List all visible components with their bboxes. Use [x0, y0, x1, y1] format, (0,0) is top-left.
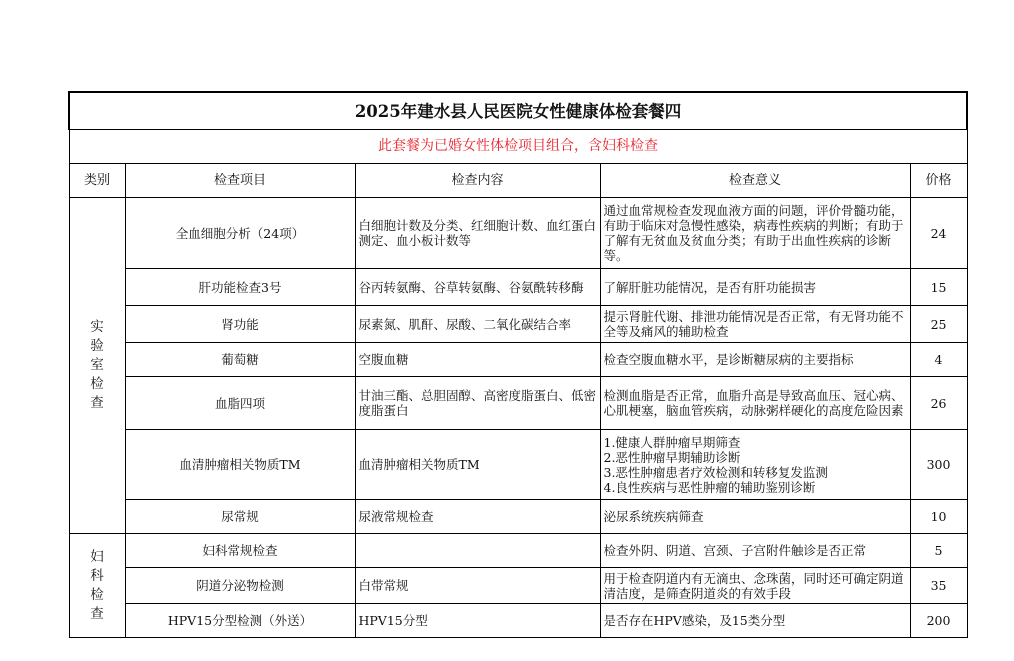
table-row: [69, 269, 967, 306]
item-cell: 血清肿瘤相关物质TM: [125, 430, 355, 500]
table-row: [69, 343, 967, 377]
table-row: [69, 534, 967, 568]
item-cell: 阴道分泌物检测: [125, 568, 355, 604]
category-gynecology: 妇 科 检 查: [69, 534, 125, 638]
header-content: 检查内容: [355, 164, 600, 198]
header-price: 价格: [910, 164, 967, 198]
table-row: [69, 430, 967, 500]
price-cell: 4: [910, 343, 967, 377]
content-cell: 白带常规: [355, 568, 600, 604]
table-row: [69, 306, 967, 343]
content-cell: HPV15分型: [355, 604, 600, 638]
header-item: 检查项目: [125, 164, 355, 198]
exam-package-table: [68, 91, 968, 638]
meaning-line: 4.良性疾病与恶性肿瘤的辅助鉴别诊断: [603, 479, 816, 495]
item-cell: 肾功能: [125, 306, 355, 343]
meaning-cell: 是否存在HPV感染，及15类分型: [600, 604, 910, 638]
content-cell: [355, 534, 600, 568]
content-cell: 谷丙转氨酶、谷草转氨酶、谷氨酰转移酶: [355, 269, 600, 306]
meaning-cell: 了解肝脏功能情况，是否有肝功能损害: [600, 269, 910, 306]
item-cell: 尿常规: [125, 500, 355, 534]
content-cell: 白细胞计数及分类、红细胞计数、血红蛋白测定、血小板计数等: [355, 198, 600, 269]
header-category: 类别: [69, 164, 125, 198]
item-cell: 妇科常规检查: [125, 534, 355, 568]
price-cell: 10: [910, 500, 967, 534]
meaning-cell: 用于检查阴道内有无滴虫、念珠菌，同时还可确定阴道清洁度，是筛查阴道炎的有效手段: [600, 568, 910, 604]
price-cell: 200: [910, 604, 967, 638]
content-cell: 甘油三酯、总胆固醇、高密度脂蛋白、低密度脂蛋白: [355, 377, 600, 430]
package-title: 2025年建水县人民医院女性健康体检套餐四: [69, 92, 967, 130]
content-cell: 尿液常规检查: [355, 500, 600, 534]
price-cell: 24: [910, 198, 967, 269]
meaning-line: 3.恶性肿瘤患者疗效检测和转移复发监测: [603, 464, 828, 480]
price-cell: 25: [910, 306, 967, 343]
package-subtitle: 此套餐为已婚女性体检项目组合，含妇科检查: [69, 130, 967, 164]
price-cell: 300: [910, 430, 967, 500]
price-cell: 5: [910, 534, 967, 568]
meaning-line: 2.恶性肿瘤早期辅助诊断: [603, 449, 741, 465]
item-cell: 全血细胞分析（24项）: [125, 198, 355, 269]
price-cell: 35: [910, 568, 967, 604]
table-row: [69, 377, 967, 430]
table-row: [69, 604, 967, 638]
meaning-cell: 通过血常规检查发现血液方面的问题，评价骨髓功能，有助于临床对急慢性感染，病毒性疾病的判断；有助于了解有无贫血及贫血分类；有助于出血性疾病的诊断等。: [600, 198, 910, 269]
exam-package-sheet: [68, 91, 966, 638]
item-cell: 葡萄糖: [125, 343, 355, 377]
item-cell: HPV15分型检测（外送）: [125, 604, 355, 638]
meaning-cell: [600, 430, 910, 500]
meaning-cell: 检查空腹血糖水平，是诊断糖尿病的主要指标: [600, 343, 910, 377]
meaning-cell: 检查外阴、阴道、宫颈、子宫附件触诊是否正常: [600, 534, 910, 568]
meaning-cell: 检测血脂是否正常，血脂升高是导致高血压、冠心病、心肌梗塞，脑血管疾病，动脉粥样硬化的高度危险因素: [600, 377, 910, 430]
price-cell: 15: [910, 269, 967, 306]
item-cell: 肝功能检查3号: [125, 269, 355, 306]
category-lab: 实 验 室 检 查: [69, 198, 125, 534]
table-row: [69, 500, 967, 534]
table-header-row: [69, 164, 967, 198]
table-row: [69, 568, 967, 604]
header-meaning: 检查意义: [600, 164, 910, 198]
price-cell: 26: [910, 377, 967, 430]
content-cell: 尿素氮、肌酐、尿酸、二氧化碳结合率: [355, 306, 600, 343]
meaning-cell: 提示肾脏代谢、排泄功能情况是否正常，有无肾功能不全等及痛风的辅助检查: [600, 306, 910, 343]
meaning-line: 1.健康人群肿瘤早期筛查: [603, 434, 741, 450]
content-cell: 空腹血糖: [355, 343, 600, 377]
meaning-cell: 泌尿系统疾病筛查: [600, 500, 910, 534]
item-cell: 血脂四项: [125, 377, 355, 430]
content-cell: 血清肿瘤相关物质TM: [355, 430, 600, 500]
table-row: [69, 198, 967, 269]
